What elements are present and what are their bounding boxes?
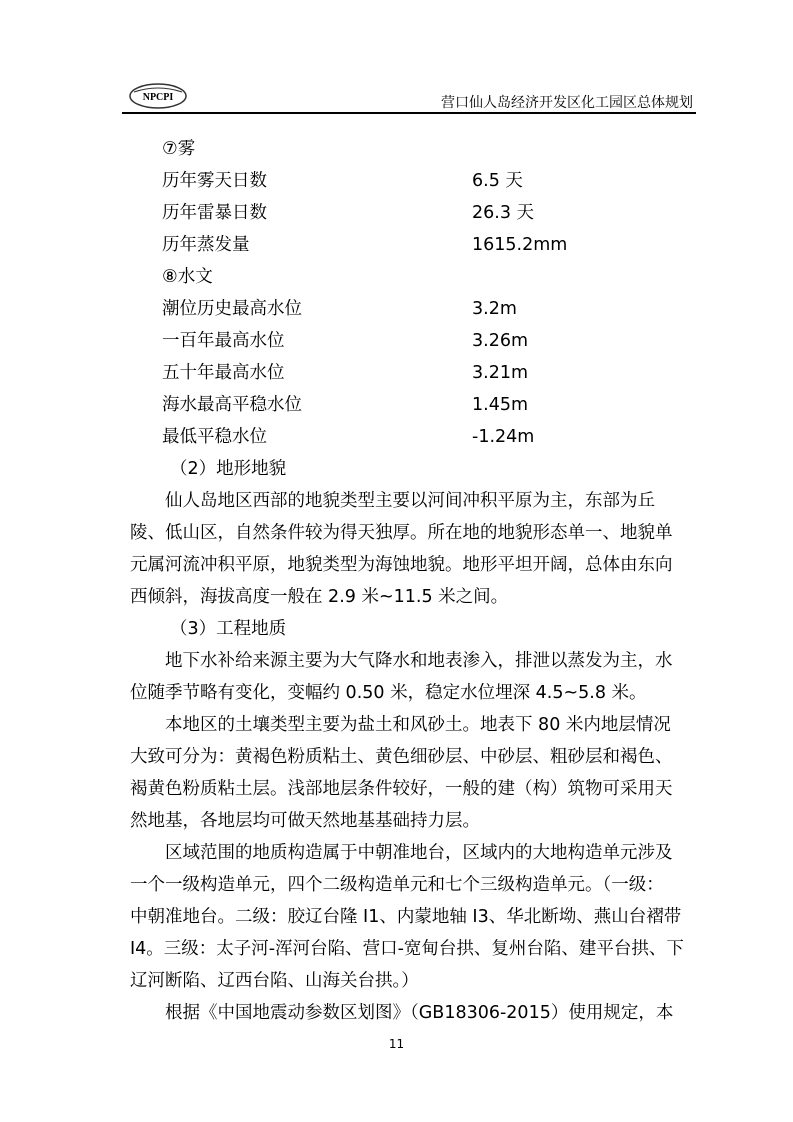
fog-row xyxy=(130,197,702,229)
row-label: 五十年最高水位 xyxy=(162,363,285,383)
text-line: 然地基，各地层均可做天然地基基础持力层。 xyxy=(130,811,480,831)
terrain-paragraph xyxy=(130,485,702,613)
logo-text: NPCPI xyxy=(142,92,174,103)
hydrology-row xyxy=(130,421,702,453)
row-value: 6.5 天 xyxy=(472,171,523,191)
text-line: 区域范围的地质构造属于中朝准地台，区域内的大地构造单元涉及 xyxy=(165,843,673,863)
row-value: 1615.2mm xyxy=(472,235,568,255)
text-line: 褐黄色粉质粘土层。浅部地层条件较好，一般的建（构）筑物可采用天 xyxy=(130,779,673,799)
npcpi-logo xyxy=(128,82,188,110)
text-line: 元属河流冲积平原，地貌类型为海蚀地貌。地形平坦开阔，总体由东向 xyxy=(130,555,673,575)
groundwater-paragraph xyxy=(130,645,702,709)
text-line: 地下水补给来源主要为大气降水和地表渗入，排泄以蒸发为主，水 xyxy=(165,651,673,671)
seismic-paragraph xyxy=(130,997,702,1029)
fog-row xyxy=(130,229,702,261)
text-line: 中朝准地台。二级：胶辽台隆 I1、内蒙地轴 I3、华北断坳、燕山台褶带 xyxy=(130,907,682,927)
terrain-heading: （2）地形地貌 xyxy=(170,459,287,479)
row-label: 历年蒸发量 xyxy=(162,235,250,255)
soil-paragraph xyxy=(130,709,702,837)
hydrology-row xyxy=(130,325,702,357)
row-label: 历年雷暴日数 xyxy=(162,203,267,223)
fog-row xyxy=(130,165,702,197)
row-value: 3.21m xyxy=(472,363,529,383)
hydrology-row xyxy=(130,293,702,325)
page-content xyxy=(130,133,702,1029)
text-line: 位随季节略有变化，变幅约 0.50 米，稳定水位埋深 4.5~5.8 米。 xyxy=(130,683,647,703)
text-line: 大致可分为：黄褐色粉质粘土、黄色细砂层、中砂层、粗砂层和褐色、 xyxy=(130,747,673,767)
text-line: 一个一级构造单元，四个二级构造单元和七个三级构造单元。（一级： xyxy=(130,875,664,895)
row-label: 海水最高平稳水位 xyxy=(162,395,302,415)
geology-heading: （3）工程地质 xyxy=(170,619,287,639)
fog-heading: ⑦雾 xyxy=(162,139,196,159)
row-value: 3.26m xyxy=(472,331,529,351)
text-line: 西倾斜，海拔高度一般在 2.9 米~11.5 米之间。 xyxy=(130,587,509,607)
row-value: 1.45m xyxy=(472,395,529,415)
hydrology-heading: ⑧水文 xyxy=(162,267,213,287)
row-label: 最低平稳水位 xyxy=(162,427,267,447)
row-label: 历年雾天日数 xyxy=(162,171,267,191)
text-line: 陵、低山区，自然条件较为得天独厚。所在地的地貌形态单一、地貌单 xyxy=(130,523,673,543)
text-line: 根据《中国地震动参数区划图》（GB18306-2015）使用规定，本 xyxy=(165,1003,674,1023)
text-line: I4。三级：太子河-浑河台陷、营口-宽甸台拱、复州台陷、建平台拱、下 xyxy=(130,939,684,959)
document-title: 营口仙人岛经济开发区化工园区总体规划 xyxy=(441,95,693,111)
row-value: 3.2m xyxy=(472,299,517,319)
header-divider xyxy=(122,112,696,114)
text-line: 本地区的土壤类型主要为盐土和风砂土。地表下 80 米内地层情况 xyxy=(165,715,671,735)
hydrology-row xyxy=(130,389,702,421)
text-line: 仙人岛地区西部的地貌类型主要以河间冲积平原为主，东部为丘 xyxy=(165,491,655,511)
hydrology-row xyxy=(130,357,702,389)
page-number: 11 xyxy=(388,1037,405,1051)
row-value: 26.3 天 xyxy=(472,203,535,223)
row-label: 一百年最高水位 xyxy=(162,331,285,351)
text-line: 辽河断陷、辽西台陷、山海关台拱。） xyxy=(130,971,419,991)
row-label: 潮位历史最高水位 xyxy=(162,299,302,319)
tectonic-paragraph xyxy=(130,837,702,997)
row-value: -1.24m xyxy=(472,427,535,447)
